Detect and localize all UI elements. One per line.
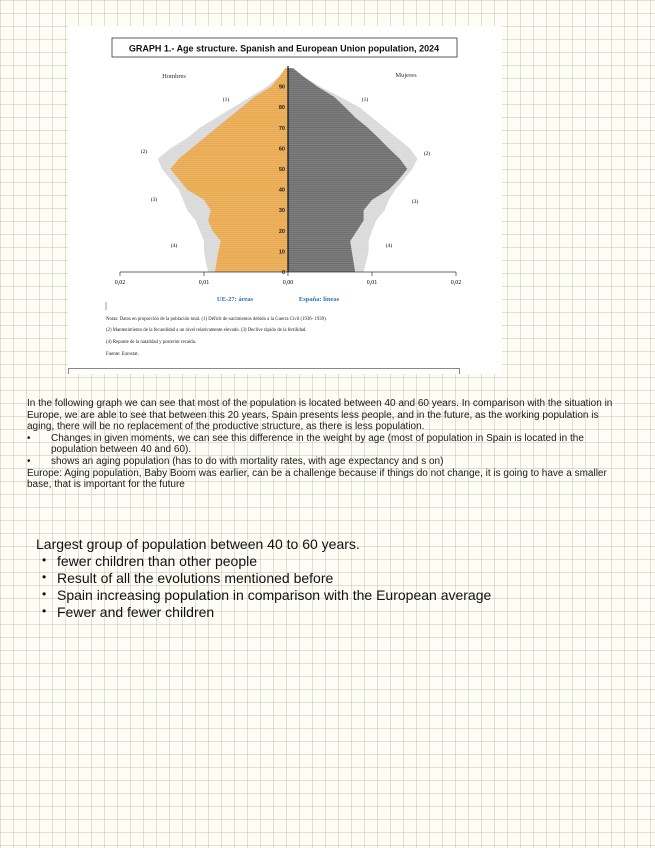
age-tick-label: 80 bbox=[278, 105, 285, 112]
annotation-3-right: (3) bbox=[411, 199, 419, 205]
note-line-2: (2) Mantenimiento de la fecundidad a un nivel relativamente elevado. (3) Declive rápido de la fertilidad. bbox=[106, 328, 307, 333]
women-label: Mujeres bbox=[395, 72, 417, 79]
paragraph-intro: In the following graph we can see that most of the population is located between 40 and 60 years. In comparison with the situation in Europe, we are able to see that between this 20 years, Spain presents less people, and in the future, as the working population is aging, there will be no replacement of the productive structure, as there is less population. bbox=[27, 398, 613, 433]
figure-frame-bottom bbox=[68, 368, 460, 374]
summary-bullet: • Fewer and fewer children bbox=[36, 604, 636, 621]
pyramid-figure bbox=[68, 26, 502, 374]
paragraph-bullets bbox=[27, 433, 627, 468]
age-tick-label: 10 bbox=[278, 249, 285, 256]
chart-title: GRAPH 1.- Age structure. Spanish and European Union population, 2024 bbox=[128, 43, 440, 54]
annotation-4-right: (4) bbox=[385, 243, 393, 249]
age-tick-label: 0 bbox=[281, 270, 285, 276]
summary-bullet: • fewer children than other people bbox=[36, 553, 636, 570]
paragraph-bullet: • Changes in given moments, we can see this difference in the weight by age (most of population in Spain is located in the population between 40 and 60). bbox=[27, 433, 627, 456]
legend-eu: UE-27: áreas bbox=[216, 296, 254, 303]
summary-bullet: • Spain increasing population in comparison with the European average bbox=[36, 587, 636, 604]
note-line-1: Notas: Datos en proporción de la población total. (1) Déficit de nacimientos debido a la Guerra Civil (1936- 1939). bbox=[106, 317, 327, 322]
x-tick-label: 0,01 bbox=[366, 280, 378, 286]
legend-spain: España: líneas bbox=[298, 296, 340, 303]
annotation-3-left: (3) bbox=[150, 197, 158, 203]
summary-bullets bbox=[36, 553, 636, 621]
paragraph-bullet: • shows an aging population (has to do with mortality rates, with age expectancy and s on) bbox=[27, 456, 627, 468]
annotation-2-right: (2) bbox=[423, 151, 431, 157]
note-line-3: (4) Repunte de la natalidad y posterior recaída. bbox=[106, 340, 197, 345]
age-tick-label: 40 bbox=[278, 187, 285, 194]
annotation-1-left: (1) bbox=[222, 97, 230, 103]
age-tick-label: 20 bbox=[278, 228, 285, 235]
age-tick-label: 50 bbox=[278, 167, 285, 173]
summary-notes bbox=[36, 536, 636, 621]
note-source: Fuente: Eurostat. bbox=[106, 352, 139, 357]
annotation-2-left: (2) bbox=[140, 149, 148, 155]
age-tick-label: 90 bbox=[278, 84, 285, 91]
age-tick-label: 30 bbox=[278, 208, 285, 215]
paragraph-closing: Europe: Aging population, Baby Boom was earlier, can be a challenge because if things do not change, it is going to have a smaller base, that is important for the future bbox=[27, 467, 607, 491]
men-label: Hombres bbox=[162, 73, 186, 80]
population-pyramid-chart bbox=[68, 26, 502, 374]
x-tick-label: 0,01 bbox=[198, 280, 210, 286]
annotation-4-left: (4) bbox=[170, 243, 178, 249]
x-tick-label: 0,02 bbox=[450, 280, 462, 286]
x-tick-label: 0,02 bbox=[114, 280, 126, 286]
age-tick-label: 70 bbox=[278, 125, 285, 132]
summary-heading: Largest group of population between 40 to 60 years. bbox=[36, 536, 360, 552]
analysis-paragraph bbox=[27, 398, 627, 491]
x-tick-label: 0,00 bbox=[282, 280, 294, 286]
summary-bullet: • Result of all the evolutions mentioned before bbox=[36, 570, 636, 587]
annotation-1-right: (1) bbox=[361, 97, 369, 103]
age-tick-label: 60 bbox=[278, 146, 285, 153]
